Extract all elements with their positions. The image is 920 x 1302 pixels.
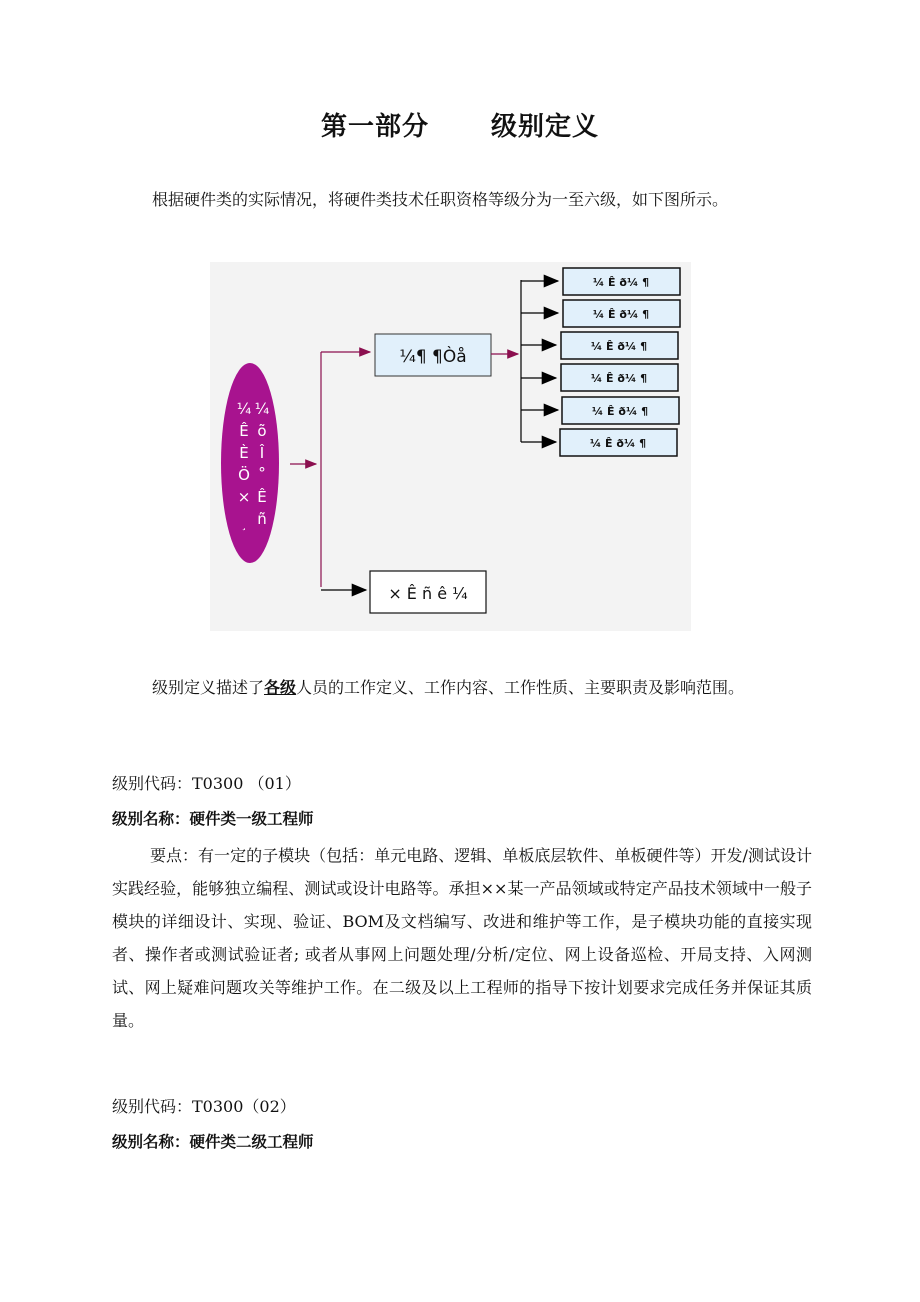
title-name: 级别定义 — [491, 112, 600, 142]
oval-glyph: Î — [259, 444, 265, 462]
desc-underlined: 各级 — [264, 678, 297, 697]
level1-name: 级别名称：硬件类一级工程师 — [112, 810, 314, 828]
middle-box-label: ¼¶ ¶Òå — [399, 347, 467, 367]
level2-code: 级别代码：T0300（02） — [112, 1097, 296, 1116]
oval-glyph: ¼ — [236, 400, 252, 418]
desc-paragraph — [112, 671, 812, 705]
level-box-label: ¼ Ê ð¼ ¶ — [589, 437, 647, 450]
level1-main-points: 要点：有一定的子模块（包括：单元电路、逻辑、单板底层软件、单板硬件等）开发/测试设计实践经验，能够独立编程、测试或设计电路等。承担××某一产品领域或特定产品技术领域中一般子模块的详细设计、实现、验证、BOM及文档编写、改进和维护等工作，是子模块功能的直接实现者、操作者或测试验证者; 或者从事网上问题处理/分析/定位、网上设备巡检、开局支持、入网测试、网上疑难问题攻关等维护工作。在二级及以上工程师的指导下按计划要求完成任务并保证其质量。 — [112, 846, 812, 1030]
level-box-label: ¼ Ê ð¼ ¶ — [592, 276, 650, 289]
desc-before: 级别定义描述了 — [152, 678, 265, 697]
level-box-label: ¼ Ê ð¼ ¶ — [591, 405, 649, 418]
oval-glyph: Ê — [257, 488, 267, 506]
bottom-box-label: × Ê ñ ê ¼ — [388, 584, 468, 603]
level-box-label: ¼ Ê ð¼ ¶ — [590, 340, 648, 353]
level-diagram — [210, 262, 691, 631]
oval-glyph: ° — [258, 464, 266, 482]
oval-glyph: × — [237, 488, 251, 506]
oval-glyph: õ — [257, 422, 267, 440]
oval-glyph: È — [239, 444, 249, 462]
oval-glyph: Ê — [239, 422, 249, 440]
level-box-label: ¼ Ê ð¼ ¶ — [592, 308, 650, 321]
oval-glyph: Ö — [238, 466, 250, 484]
intro-paragraph: 根据硬件类的实际情况，将硬件类技术任职资格等级分为一至六级，如下图所示。 — [152, 190, 729, 209]
level-box-label: ¼ Ê ð¼ ¶ — [590, 372, 648, 385]
oval-glyph: ñ — [257, 510, 267, 528]
level1-code: 级别代码：T0300 （01） — [112, 774, 301, 793]
diagram-svg — [210, 262, 691, 631]
page-title — [0, 106, 920, 143]
title-part: 第一部分 — [320, 112, 429, 142]
oval-glyph: ¸ — [241, 518, 247, 531]
level2-name: 级别名称：硬件类二级工程师 — [112, 1133, 314, 1151]
oval-glyph: ¼ — [254, 400, 270, 418]
desc-after: 人员的工作定义、工作内容、工作性质、主要职责及影响范围。 — [296, 678, 745, 697]
oval-shape — [221, 363, 279, 563]
